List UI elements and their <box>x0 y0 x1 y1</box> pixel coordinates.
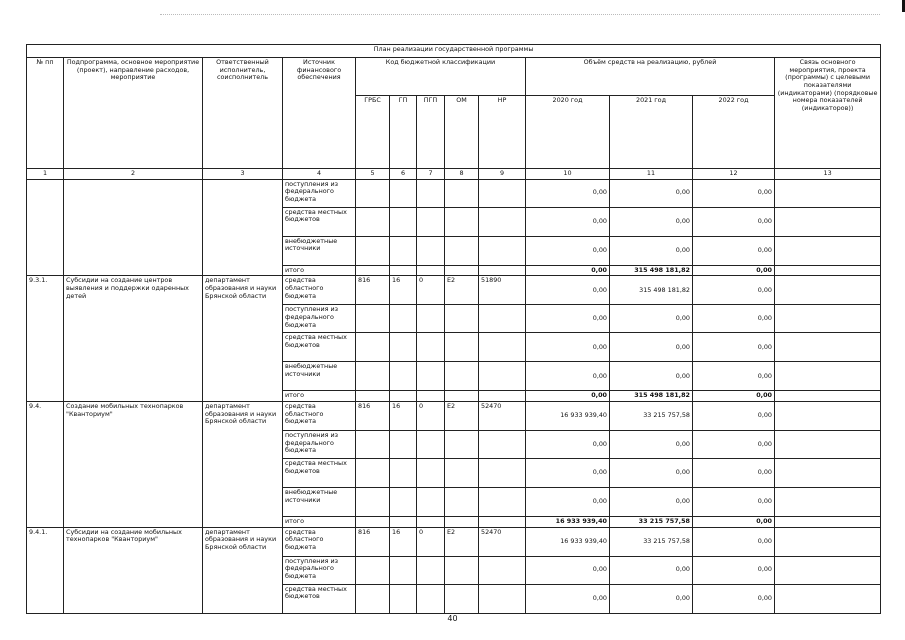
header-executor: Ответственный исполнитель, соисполнитель <box>203 58 283 169</box>
column-number: 2 <box>64 169 203 180</box>
row-code-om <box>445 517 479 528</box>
row-amount-2022: 0,00 <box>693 391 775 402</box>
row-amount-2020: 0,00 <box>526 265 610 276</box>
row-indicator-link <box>775 402 881 431</box>
row-amount-2020: 0,00 <box>526 556 610 584</box>
row-indicator-link <box>775 305 881 333</box>
row-amount-2020: 0,00 <box>526 488 610 517</box>
row-indicator-link <box>775 527 881 556</box>
row-activity-name: Создание мобильных технопарков "Кванториум" <box>64 402 203 528</box>
row-amount-2020: 0,00 <box>526 276 610 305</box>
row-amount-2021: 0,00 <box>610 431 693 459</box>
row-indicator-link <box>775 431 881 459</box>
row-code-gp <box>390 431 417 459</box>
row-indicator-link <box>775 362 881 391</box>
row-code-om <box>445 179 479 207</box>
row-code-pgp <box>417 207 445 236</box>
row-amount-2022: 0,00 <box>693 556 775 584</box>
row-funding-source: итого <box>283 517 356 528</box>
header-volume: Объём средств на реализацию, рублей <box>526 58 775 96</box>
row-amount-2020: 0,00 <box>526 207 610 236</box>
program-plan-table <box>26 44 881 614</box>
row-number: 9.4.1. <box>27 527 64 613</box>
row-code-pgp: 0 <box>417 276 445 305</box>
row-amount-2022: 0,00 <box>693 517 775 528</box>
header-source: Источник финансового обеспечения <box>283 58 356 169</box>
row-funding-source: внебюджетные источники <box>283 362 356 391</box>
row-code-om: Е2 <box>445 276 479 305</box>
row-amount-2022: 0,00 <box>693 305 775 333</box>
column-number: 12 <box>693 169 775 180</box>
row-code-np <box>479 333 526 362</box>
row-code-grbs <box>356 431 390 459</box>
row-amount-2022: 0,00 <box>693 527 775 556</box>
row-code-np <box>479 362 526 391</box>
row-code-om <box>445 305 479 333</box>
row-funding-source: итого <box>283 391 356 402</box>
row-code-om <box>445 207 479 236</box>
row-amount-2022: 0,00 <box>693 459 775 488</box>
row-indicator-link <box>775 207 881 236</box>
row-activity-name: Субсидии на создание центров выявления и поддержки одаренных детей <box>64 276 203 402</box>
row-code-np <box>479 517 526 528</box>
row-indicator-link <box>775 276 881 305</box>
row-amount-2021: 0,00 <box>610 333 693 362</box>
row-amount-2022: 0,00 <box>693 207 775 236</box>
column-number: 3 <box>203 169 283 180</box>
row-code-np <box>479 556 526 584</box>
row-code-om <box>445 362 479 391</box>
row-executor: департамент образования и науки Брянской области <box>203 276 283 402</box>
row-code-np <box>479 431 526 459</box>
column-number: 9 <box>479 169 526 180</box>
row-funding-source: средства областного бюджета <box>283 276 356 305</box>
row-amount-2022: 0,00 <box>693 333 775 362</box>
row-funding-source: средства местных бюджетов <box>283 459 356 488</box>
row-code-grbs <box>356 556 390 584</box>
header-name: Подпрограмма, основное мероприятие (проект), направление расходов, мероприятие <box>64 58 203 169</box>
row-code-np <box>479 265 526 276</box>
row-amount-2020: 0,00 <box>526 362 610 391</box>
row-code-gp <box>390 459 417 488</box>
header-year-2020: 2020 год <box>526 96 610 169</box>
row-amount-2021: 0,00 <box>610 584 693 613</box>
row-executor: департамент образования и науки Брянской области <box>203 527 283 613</box>
row-amount-2022: 0,00 <box>693 265 775 276</box>
row-code-gp: 16 <box>390 527 417 556</box>
row-amount-2021: 315 498 181,82 <box>610 265 693 276</box>
row-code-np <box>479 305 526 333</box>
header-om: ОМ <box>445 96 479 169</box>
row-amount-2022: 0,00 <box>693 584 775 613</box>
row-code-gp <box>390 517 417 528</box>
row-amount-2021: 33 215 757,58 <box>610 402 693 431</box>
row-code-gp <box>390 362 417 391</box>
table-row <box>27 179 881 207</box>
column-number: 13 <box>775 169 881 180</box>
row-code-grbs <box>356 584 390 613</box>
row-code-np <box>479 207 526 236</box>
row-amount-2021: 0,00 <box>610 556 693 584</box>
row-code-gp <box>390 333 417 362</box>
column-number: 11 <box>610 169 693 180</box>
row-code-gp: 16 <box>390 276 417 305</box>
row-funding-source: поступления из федерального бюджета <box>283 431 356 459</box>
row-indicator-link <box>775 179 881 207</box>
scan-artifact <box>160 14 880 16</box>
row-code-om <box>445 265 479 276</box>
row-amount-2022: 0,00 <box>693 431 775 459</box>
row-indicator-link <box>775 391 881 402</box>
row-code-pgp <box>417 362 445 391</box>
row-funding-source: поступления из федерального бюджета <box>283 179 356 207</box>
row-amount-2020: 0,00 <box>526 391 610 402</box>
row-code-np <box>479 584 526 613</box>
row-funding-source: итого <box>283 265 356 276</box>
header-num: № пп <box>27 58 64 169</box>
row-activity-name: Субсидии на создание мобильных технопарков "Кванториум" <box>64 527 203 613</box>
row-amount-2021: 0,00 <box>610 179 693 207</box>
row-amount-2021: 0,00 <box>610 236 693 265</box>
row-code-pgp <box>417 584 445 613</box>
column-number: 6 <box>390 169 417 180</box>
row-code-gp <box>390 236 417 265</box>
row-amount-2022: 0,00 <box>693 402 775 431</box>
row-number <box>27 179 64 276</box>
row-code-gp <box>390 391 417 402</box>
row-code-pgp <box>417 265 445 276</box>
column-number: 10 <box>526 169 610 180</box>
row-code-pgp <box>417 431 445 459</box>
row-code-gp <box>390 265 417 276</box>
row-amount-2022: 0,00 <box>693 179 775 207</box>
column-number: 1 <box>27 169 64 180</box>
row-code-om <box>445 488 479 517</box>
row-code-gp <box>390 488 417 517</box>
table-caption: План реализации государственной программы <box>27 45 881 58</box>
row-code-pgp <box>417 488 445 517</box>
row-code-gp <box>390 556 417 584</box>
header-gp: ГП <box>390 96 417 169</box>
column-number: 8 <box>445 169 479 180</box>
row-amount-2020: 0,00 <box>526 305 610 333</box>
row-code-np: 51890 <box>479 276 526 305</box>
row-amount-2022: 0,00 <box>693 276 775 305</box>
row-code-grbs <box>356 391 390 402</box>
row-code-pgp: 0 <box>417 402 445 431</box>
row-number: 9.3.1. <box>27 276 64 402</box>
row-amount-2022: 0,00 <box>693 236 775 265</box>
row-code-np: 52470 <box>479 527 526 556</box>
row-funding-source: средства областного бюджета <box>283 402 356 431</box>
row-code-om: Е2 <box>445 402 479 431</box>
row-code-grbs <box>356 333 390 362</box>
row-amount-2020: 0,00 <box>526 179 610 207</box>
column-number: 5 <box>356 169 390 180</box>
row-indicator-link <box>775 488 881 517</box>
row-amount-2021: 0,00 <box>610 207 693 236</box>
row-code-pgp <box>417 459 445 488</box>
row-amount-2021: 0,00 <box>610 488 693 517</box>
row-code-grbs <box>356 305 390 333</box>
row-code-grbs <box>356 362 390 391</box>
row-code-grbs: 816 <box>356 402 390 431</box>
row-indicator-link <box>775 517 881 528</box>
row-amount-2020: 0,00 <box>526 459 610 488</box>
column-number: 4 <box>283 169 356 180</box>
row-code-grbs <box>356 265 390 276</box>
row-indicator-link <box>775 556 881 584</box>
row-indicator-link <box>775 459 881 488</box>
row-amount-2022: 0,00 <box>693 488 775 517</box>
row-code-pgp <box>417 517 445 528</box>
table-row <box>27 527 881 556</box>
column-number-row <box>27 169 881 180</box>
row-amount-2020: 16 933 939,40 <box>526 527 610 556</box>
row-code-grbs: 816 <box>356 527 390 556</box>
header-year-2022: 2022 год <box>693 96 775 169</box>
row-code-pgp <box>417 391 445 402</box>
row-code-np <box>479 391 526 402</box>
row-code-om: Е2 <box>445 527 479 556</box>
row-amount-2021: 33 215 757,58 <box>610 517 693 528</box>
row-funding-source: внебюджетные источники <box>283 236 356 265</box>
row-amount-2020: 16 933 939,40 <box>526 517 610 528</box>
row-funding-source: средства местных бюджетов <box>283 333 356 362</box>
row-code-pgp <box>417 305 445 333</box>
row-amount-2022: 0,00 <box>693 362 775 391</box>
row-funding-source: средства областного бюджета <box>283 527 356 556</box>
row-code-pgp <box>417 179 445 207</box>
header-np: НР <box>479 96 526 169</box>
row-code-gp: 16 <box>390 402 417 431</box>
row-code-grbs <box>356 236 390 265</box>
row-funding-source: средства местных бюджетов <box>283 207 356 236</box>
row-code-gp <box>390 179 417 207</box>
row-funding-source: внебюджетные источники <box>283 488 356 517</box>
header-link: Связь основного мероприятия, проекта (программы) с целевыми показателями (индикаторами) (порядковые номера показателей (индикаторов)) <box>775 58 881 169</box>
row-code-np <box>479 488 526 517</box>
header-grbs: ГРБС <box>356 96 390 169</box>
row-funding-source: поступления из федерального бюджета <box>283 305 356 333</box>
row-funding-source: поступления из федерального бюджета <box>283 556 356 584</box>
row-code-pgp <box>417 236 445 265</box>
row-amount-2020: 0,00 <box>526 333 610 362</box>
row-executor: департамент образования и науки Брянской области <box>203 402 283 528</box>
row-indicator-link <box>775 265 881 276</box>
row-code-grbs <box>356 488 390 517</box>
row-indicator-link <box>775 333 881 362</box>
header-pgp: ПГП <box>417 96 445 169</box>
plan-body <box>27 179 881 613</box>
table-row <box>27 402 881 431</box>
row-code-om <box>445 584 479 613</box>
row-code-np <box>479 459 526 488</box>
row-code-gp <box>390 207 417 236</box>
header-kbk: Код бюджетной классификации <box>356 58 526 96</box>
row-activity-name <box>64 179 203 276</box>
row-code-om <box>445 333 479 362</box>
row-code-np <box>479 236 526 265</box>
row-code-om <box>445 431 479 459</box>
row-amount-2021: 33 215 757,58 <box>610 527 693 556</box>
row-funding-source: средства местных бюджетов <box>283 584 356 613</box>
row-executor <box>203 179 283 276</box>
table-row <box>27 276 881 305</box>
row-code-np: 52470 <box>479 402 526 431</box>
row-code-pgp: 0 <box>417 527 445 556</box>
page-number: 40 <box>447 614 458 623</box>
row-code-om <box>445 556 479 584</box>
row-code-grbs <box>356 517 390 528</box>
row-code-om <box>445 236 479 265</box>
row-amount-2021: 0,00 <box>610 305 693 333</box>
row-code-pgp <box>417 556 445 584</box>
row-amount-2021: 315 498 181,82 <box>610 276 693 305</box>
row-code-grbs <box>356 179 390 207</box>
row-amount-2020: 0,00 <box>526 236 610 265</box>
row-code-gp <box>390 584 417 613</box>
column-number: 7 <box>417 169 445 180</box>
row-number: 9.4. <box>27 402 64 528</box>
row-code-grbs <box>356 459 390 488</box>
row-amount-2020: 0,00 <box>526 431 610 459</box>
header-year-2021: 2021 год <box>610 96 693 169</box>
row-code-grbs <box>356 207 390 236</box>
row-amount-2020: 16 933 939,40 <box>526 402 610 431</box>
row-amount-2021: 0,00 <box>610 362 693 391</box>
row-amount-2021: 0,00 <box>610 459 693 488</box>
row-code-om <box>445 459 479 488</box>
row-amount-2020: 0,00 <box>526 584 610 613</box>
row-indicator-link <box>775 584 881 613</box>
row-code-om <box>445 391 479 402</box>
row-code-grbs: 816 <box>356 276 390 305</box>
row-code-gp <box>390 305 417 333</box>
row-code-np <box>479 179 526 207</box>
row-amount-2021: 315 498 181,82 <box>610 391 693 402</box>
row-indicator-link <box>775 236 881 265</box>
row-code-pgp <box>417 333 445 362</box>
